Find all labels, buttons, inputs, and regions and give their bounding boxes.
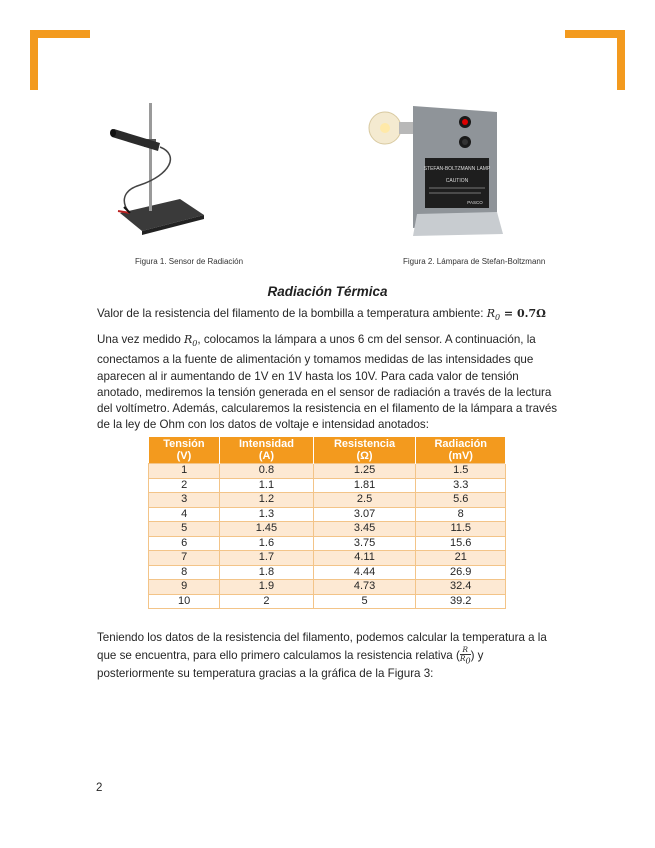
table-cell: 9 (149, 580, 220, 595)
table-cell: 10 (149, 594, 220, 609)
table-row (149, 464, 506, 479)
section-title: Radiación Térmica (267, 284, 388, 299)
paragraph-procedure: Una vez medido $R_0$, colocamos la lámpara a unos 6 cm del sensor. A continuación, la conectamos a la fuente de alimentación y tomamos medidas de las intensidades que aparecen al ir aumentando de 1V en 1V hasta los 10V. Para cada valor de tensión anotado, mediremos la tensión generada en el sensor de radiación a través de la lectura del voltímetro. Además, calcularemos la resistencia en el filamento de la lámpara a través de la ley de Ohm con los datos de voltaje e intensidad anotados: (97, 333, 558, 432)
lamp-plate-caution: CAUTION (445, 178, 469, 184)
table-cell: 26.9 (416, 565, 506, 580)
table-header-row (149, 437, 506, 464)
table-cell: 5 (149, 522, 220, 537)
table-cell: 2.5 (313, 493, 416, 508)
table-cell: 8 (149, 565, 220, 580)
table-row (149, 565, 506, 580)
table-cell: 1.2 (220, 493, 313, 508)
table-cell: 1.1 (220, 478, 313, 493)
paragraph-ambient-resistance (97, 306, 559, 326)
table-row (149, 507, 506, 522)
table-cell: 11.5 (416, 522, 506, 537)
table-cell: 21 (416, 551, 506, 566)
table-cell: 1.8 (220, 565, 313, 580)
column-header: Tensión (V) (149, 437, 220, 464)
table-row (149, 580, 506, 595)
figure-2-caption: Figura 2. Lámpara de Stefan-Boltzmann (403, 257, 546, 266)
table-cell: 4.73 (313, 580, 416, 595)
table-cell: 5 (313, 594, 416, 609)
table-row (149, 478, 506, 493)
table-cell: 3.45 (313, 522, 416, 537)
table-cell: 1.5 (416, 464, 506, 479)
relative-resistance-fraction: $\frac{R}{R_0}$ (459, 645, 471, 666)
table-cell: 1.9 (220, 580, 313, 595)
table-row (149, 493, 506, 508)
table-cell: 1 (149, 464, 220, 479)
figure-1-caption: Figura 1. Sensor de Radiación (135, 257, 244, 266)
r0-symbol: $R_0 = 0.7\Omega$ (486, 307, 546, 323)
corner-mark-top-left (30, 30, 90, 90)
r0-symbol-inline: $R_0$ (184, 333, 198, 349)
table-cell: 3.07 (313, 507, 416, 522)
table-cell: 1.25 (313, 464, 416, 479)
table-cell: 8 (416, 507, 506, 522)
table-cell: 32.4 (416, 580, 506, 595)
paragraph-relative-resistance: Teniendo los datos de la resistencia del filamento, podemos calcular la temperatura a la que se encuentra, para ello primero calculamos la resistencia relativa ( $\frac{R}{R_0}$ ) y posteriormente su temperatura gracias a la gráfica de la Figura 3: (97, 631, 547, 680)
table-row (149, 536, 506, 551)
column-header: Intensidad (A) (220, 437, 313, 464)
corner-mark-top-right (565, 30, 625, 90)
paragraph-text: Valor de la resistencia del filamento de la bombilla a temperatura ambiente: (97, 307, 487, 320)
table-cell: 1.81 (313, 478, 416, 493)
radiation-sensor-image (100, 95, 210, 235)
table-cell: 3 (149, 493, 220, 508)
lamp-brand: PASCO (467, 200, 483, 205)
table-cell: 3.3 (416, 478, 506, 493)
table-cell: 3.75 (313, 536, 416, 551)
table-cell: 15.6 (416, 536, 506, 551)
table-cell: 1.7 (220, 551, 313, 566)
column-header: Resistencia (Ω) (313, 437, 416, 464)
table-cell: 4 (149, 507, 220, 522)
table-row (149, 522, 506, 537)
table-row (149, 594, 506, 609)
table-cell: 39.2 (416, 594, 506, 609)
table-cell: 1.3 (220, 507, 313, 522)
column-header: Radiación (mV) (416, 437, 506, 464)
table-cell: 2 (149, 478, 220, 493)
table-cell: 0.8 (220, 464, 313, 479)
measurements-table (148, 437, 506, 609)
table-cell: 7 (149, 551, 220, 566)
table-cell: 5.6 (416, 493, 506, 508)
lamp-plate-title: STEFAN-BOLTZMANN LAMP (423, 166, 491, 172)
table-cell: 1.6 (220, 536, 313, 551)
table-cell: 4.44 (313, 565, 416, 580)
table-cell: 6 (149, 536, 220, 551)
stefan-boltzmann-lamp-image (365, 102, 505, 237)
table-row (149, 551, 506, 566)
table-cell: 4.11 (313, 551, 416, 566)
page-number: 2 (96, 782, 103, 794)
table-cell: 1.45 (220, 522, 313, 537)
table-cell: 2 (220, 594, 313, 609)
